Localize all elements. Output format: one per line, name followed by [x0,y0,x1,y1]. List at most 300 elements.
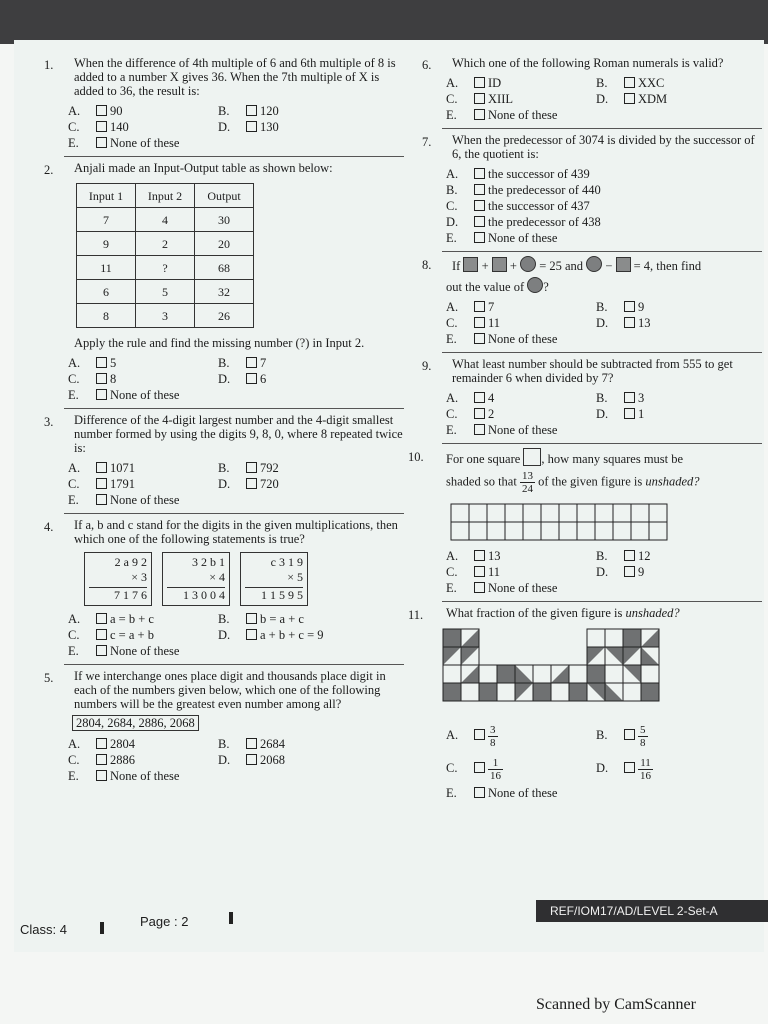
option-text: 2068 [260,753,285,767]
checkbox[interactable] [96,462,107,473]
question-10 [408,444,762,595]
figure-cell [551,665,569,683]
checkbox[interactable] [624,408,635,419]
option-letter: B. [596,76,608,90]
option-text: 11 [488,316,501,330]
option-letter: C. [68,477,80,491]
option-letter: E. [446,332,457,346]
question-text: Which one of the following Roman numerals is valid? [452,56,724,70]
checkbox[interactable] [96,357,107,368]
checkbox[interactable] [246,357,257,368]
checkbox[interactable] [96,373,107,384]
question-text-part: shaded so that [446,474,517,489]
question-number: 10. [408,450,424,464]
answer-option[interactable] [446,724,596,749]
multiplication-box [162,552,230,606]
figure-cell [443,629,461,647]
option-letter: E. [68,644,79,658]
option-text: XIIL [488,92,513,106]
option-text: 9 [638,300,645,314]
answer-options [68,737,404,783]
square-shape-icon [616,257,631,272]
question-4 [44,514,404,658]
question-9 [422,353,762,437]
question-text-part: of the given figure is [538,474,643,489]
option-text: None of these [488,581,558,595]
figure-cell [479,683,497,701]
option-text: 7 [260,356,267,370]
grid-square [487,504,505,522]
question-text [446,448,762,466]
answer-option[interactable] [596,92,746,106]
figure-cell [605,629,623,647]
grid-square [613,522,631,540]
checkbox[interactable] [474,200,485,211]
table-cell: 11 [77,256,136,280]
figure-cell [605,665,623,683]
circle-shape-icon [586,256,602,272]
question-text-part: For one square [446,452,521,466]
answer-option[interactable] [68,493,218,507]
checkbox[interactable] [474,729,485,740]
answer-option[interactable] [446,549,596,563]
answer-option[interactable] [596,300,746,314]
option-text: None of these [488,332,558,346]
figure-cell [461,629,479,647]
question-number: 3. [44,415,54,429]
answer-options [68,104,404,150]
figure-cell [443,647,461,665]
square-shape-icon [463,257,478,272]
denominator: 8 [490,737,496,749]
answer-option[interactable] [446,786,762,800]
divider-mark [100,922,104,934]
table-row [77,208,254,232]
answer-option[interactable] [218,612,368,626]
answer-option[interactable] [218,372,368,386]
page-number: Page : 2 [140,914,189,929]
question-number: 2. [44,163,54,177]
checkbox[interactable] [474,232,485,243]
grid-square [559,504,577,522]
question-text: Apply the rule and find the missing number (?) in Input 2. [74,336,365,350]
answer-option[interactable] [446,423,596,437]
option-letter: C. [446,316,458,330]
figure-cell [605,647,623,665]
figure-cell [587,629,605,647]
table-row [77,256,254,280]
figure-cell [515,665,533,683]
grid-square [649,504,667,522]
fraction [488,724,498,749]
checkbox[interactable] [246,478,257,489]
answer-option[interactable] [446,316,596,330]
option-letter: E. [446,423,457,437]
reference-code: REF/IOM17/AD/LEVEL 2-Set-A [536,900,768,922]
checkbox[interactable] [624,77,635,88]
checkbox[interactable] [474,168,485,179]
question-number: 1. [44,58,54,72]
question-text: Anjali made an Input-Output table as shown below: [74,161,333,175]
table-header: Input 2 [136,184,195,208]
answer-option[interactable] [68,769,218,783]
option-text: 720 [260,477,279,491]
option-text: XDM [638,92,668,106]
figure-cell [605,683,623,701]
answer-options [68,356,404,402]
answer-option[interactable] [446,183,746,197]
table-cell: ? [136,256,195,280]
worksheet-page [14,40,764,952]
figure-cell [497,683,515,701]
answer-option[interactable] [596,391,746,405]
answer-option[interactable] [68,477,218,491]
checkbox[interactable] [474,333,485,344]
figure-cell [497,665,515,683]
checkbox[interactable] [474,787,485,798]
fraction [638,724,648,749]
answer-option[interactable] [218,737,368,751]
answer-options [446,300,762,346]
option-text: 2 [488,407,495,421]
number-list-box: 2804, 2684, 2886, 2068 [72,715,199,731]
multiplier: × 3 [131,570,147,584]
checkbox[interactable] [96,645,107,656]
answer-option[interactable] [446,565,596,579]
checkbox[interactable] [474,301,485,312]
checkbox[interactable] [474,109,485,120]
answer-option[interactable] [596,407,746,421]
checkbox[interactable] [624,762,635,773]
option-letter: E. [446,108,457,122]
option-letter: D. [218,753,231,767]
option-letter: D. [218,120,231,134]
question-6 [422,52,762,122]
grid-square [613,504,631,522]
multiplication-box [84,552,152,606]
answer-option[interactable] [218,356,368,370]
option-letter: D. [596,407,609,421]
answer-option[interactable] [68,388,218,402]
numerator: 11 [638,757,653,770]
checkbox[interactable] [474,184,485,195]
figure-cell [461,665,479,683]
checkbox[interactable] [474,408,485,419]
checkbox[interactable] [474,77,485,88]
option-text: 140 [110,120,129,134]
checkbox[interactable] [624,729,635,740]
answer-option[interactable] [68,120,218,134]
option-text: c = a + b [110,628,154,642]
option-letter: B. [596,549,608,563]
answer-options [446,391,762,437]
question-text: When the predecessor of 3074 is divided by the successor of 6, the quotient is: [452,133,755,161]
option-letter: D. [218,372,231,386]
option-letter: A. [68,356,81,370]
answer-option[interactable] [218,753,368,767]
option-text: a = b + c [110,612,154,626]
answer-option[interactable] [446,391,596,405]
option-text: 2886 [110,753,135,767]
table-cell: 3 [136,304,195,328]
answer-option[interactable] [596,549,746,563]
question-7 [422,129,762,245]
multiplicand: 3 2 b 1 [192,555,225,569]
checkbox[interactable] [96,613,107,624]
grid-square [469,522,487,540]
grid-square [505,504,523,522]
answer-option[interactable] [68,104,218,118]
checkbox[interactable] [246,105,257,116]
checkbox[interactable] [96,121,107,132]
table-cell: 4 [136,208,195,232]
option-letter: D. [596,92,609,106]
answer-options [446,76,762,122]
option-text: 13 [638,316,651,330]
checkbox[interactable] [246,462,257,473]
option-text: None of these [488,231,558,245]
checkbox[interactable] [624,301,635,312]
answer-option[interactable] [218,477,368,491]
checkbox[interactable] [96,389,107,400]
checkbox[interactable] [474,582,485,593]
checkbox[interactable] [474,424,485,435]
table-cell: 2 [136,232,195,256]
question-text: When the difference of 4th multiple of 6 and 6th multiple of 8 is added to a number X gives 36. When the 7th multiple of X is added to 36, the result is: [74,56,396,98]
checkbox[interactable] [474,216,485,227]
answer-option[interactable] [68,737,218,751]
option-text: None of these [110,493,180,507]
question-text-part: unshaded? [625,606,680,620]
option-letter: B. [218,737,230,751]
grid-square [469,504,487,522]
option-text: 5 [110,356,117,370]
equation-1: = 25 and [539,259,584,273]
answer-option[interactable] [596,316,746,330]
checkbox[interactable] [246,754,257,765]
checkbox[interactable] [474,566,485,577]
page-footer [0,900,768,944]
option-letter: A. [446,391,459,405]
option-text: the successor of 437 [488,199,590,213]
checkbox[interactable] [474,93,485,104]
answer-option[interactable] [218,120,368,134]
answer-option[interactable] [68,372,218,386]
denominator: 24 [521,483,533,495]
checkbox[interactable] [246,373,257,384]
checkbox[interactable] [96,770,107,781]
answer-option[interactable] [446,581,596,595]
multiplication-box [240,552,308,606]
answer-option[interactable] [446,231,746,245]
option-text: 120 [260,104,279,118]
checkbox[interactable] [474,317,485,328]
figure-cell [641,647,659,665]
checkbox[interactable] [624,317,635,328]
option-letter: A. [446,76,459,90]
answer-options [68,461,404,507]
answer-option[interactable] [446,757,596,782]
answer-options [446,724,762,782]
option-text: ID [488,76,502,90]
checkbox[interactable] [96,754,107,765]
answer-option[interactable] [446,407,596,421]
option-letter: E. [446,786,457,800]
question-text: What least number should be subtracted from 555 to get remainder 6 when divided by 7? [452,357,733,385]
question-number: 9. [422,359,432,373]
answer-option[interactable] [446,199,746,213]
answer-option[interactable] [68,461,218,475]
figure-cell [587,683,605,701]
option-text: None of these [488,786,558,800]
option-text: the predecessor of 438 [488,215,601,229]
multiplication-boxes [84,552,404,606]
table-cell: 32 [195,280,254,304]
option-text: 90 [110,104,123,118]
square-grid-figure [450,503,750,543]
figure-cell [623,683,641,701]
grid-square [577,504,595,522]
grid-square [559,522,577,540]
option-letter: B. [596,391,608,405]
answer-option[interactable] [596,76,746,90]
checkbox[interactable] [96,478,107,489]
class-label: Class: 4 [20,922,67,937]
question-text: If + + = 25 and − = 4, then find [452,256,762,273]
answer-options [68,612,404,658]
answer-option[interactable] [446,300,596,314]
figure-cell [533,665,551,683]
table-cell: 7 [77,208,136,232]
table-cell: 20 [195,232,254,256]
option-text: 9 [638,565,645,579]
answer-option[interactable] [446,76,596,90]
figure-cell [551,683,569,701]
numerator: 5 [640,724,646,736]
option-text: the successor of 439 [488,167,590,181]
checkbox[interactable] [624,566,635,577]
answer-option[interactable] [218,104,368,118]
option-letter: C. [446,407,458,421]
option-letter: D. [596,761,609,776]
grid-square [595,522,613,540]
answer-option[interactable] [68,644,218,658]
answer-option[interactable] [596,724,746,749]
table-cell: 8 [77,304,136,328]
option-letter: C. [68,628,80,642]
answer-option[interactable] [68,136,218,150]
checkbox[interactable] [624,392,635,403]
grid-square [541,522,559,540]
table-row [77,232,254,256]
option-letter: D. [446,215,459,229]
question-8 [422,252,762,346]
option-text: 2684 [260,737,285,751]
option-letter: D. [596,565,609,579]
answer-option[interactable] [68,612,218,626]
option-text: None of these [110,388,180,402]
option-letter: C. [68,753,80,767]
answer-option[interactable] [446,332,596,346]
grid-square [487,522,505,540]
table-cell: 6 [77,280,136,304]
answer-option[interactable] [446,167,746,181]
checkbox[interactable] [474,762,485,773]
table-header: Output [195,184,254,208]
question-number: 8. [422,258,432,272]
question-11 [408,602,762,800]
answer-option[interactable] [446,92,596,106]
option-text: 6 [260,372,267,386]
checkbox[interactable] [474,392,485,403]
checkbox[interactable] [96,629,107,640]
figure-cell [641,629,659,647]
answer-option[interactable] [446,215,746,229]
option-letter: A. [446,728,459,743]
question-number: 4. [44,520,54,534]
checkbox[interactable] [246,629,257,640]
option-text: 8 [110,372,117,386]
multiplicand: 2 a 9 2 [114,555,147,569]
multiplier: × 4 [209,570,225,584]
checkbox[interactable] [246,738,257,749]
option-letter: A. [68,461,81,475]
answer-option[interactable] [446,108,596,122]
numerator: 3 [490,724,496,736]
grid-square [631,522,649,540]
option-text: None of these [110,136,180,150]
checkbox[interactable] [96,105,107,116]
grid-square [595,504,613,522]
question-text: If a, b and c stand for the digits in the given multiplications, then which one of the following statements is true? [74,518,398,546]
answer-option[interactable] [218,628,368,642]
grid-square [649,522,667,540]
question-number: 6. [422,58,432,72]
checkbox[interactable] [96,494,107,505]
checkbox[interactable] [96,137,107,148]
answer-option[interactable] [596,565,746,579]
unit-square-icon [523,448,541,466]
checkbox[interactable] [246,613,257,624]
checkbox[interactable] [246,121,257,132]
table-row [77,304,254,328]
figure-cell [443,665,461,683]
option-text: a + b + c = 9 [260,628,324,642]
square-shape-icon [492,257,507,272]
denominator: 16 [640,770,651,782]
option-letter: C. [446,92,458,106]
answer-option[interactable] [68,356,218,370]
checkbox[interactable] [96,738,107,749]
question-text-part: out the value of [446,280,525,294]
figure-cell [641,683,659,701]
answer-option[interactable] [596,757,746,782]
circle-shape-icon [520,256,536,272]
question-5 [44,665,404,783]
checkbox[interactable] [624,550,635,561]
answer-option[interactable] [68,753,218,767]
option-letter: B. [596,300,608,314]
option-letter: A. [68,612,81,626]
grid-square [523,522,541,540]
answer-option[interactable] [68,628,218,642]
option-text: 130 [260,120,279,134]
figure-cell [461,683,479,701]
checkbox[interactable] [474,550,485,561]
checkbox[interactable] [624,93,635,104]
option-text: 13 [488,549,501,563]
answer-option[interactable] [218,461,368,475]
